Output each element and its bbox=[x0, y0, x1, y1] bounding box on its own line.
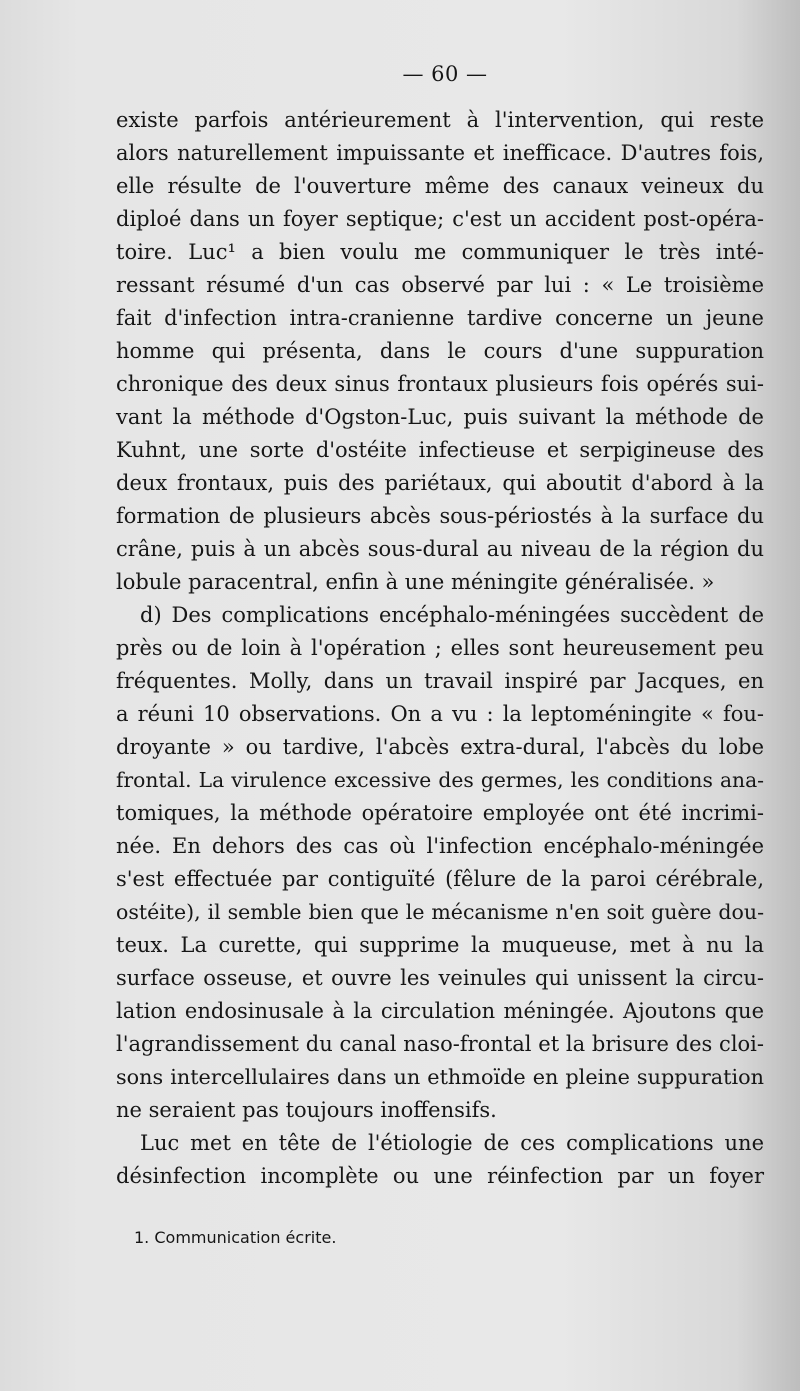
text-line: vant la méthode d'Ogston-Luc, puis suivant la méthode de bbox=[116, 405, 764, 429]
text-line: d) Des complications encéphalo-méningées succèdent de bbox=[140, 603, 764, 627]
text-line: ne seraient pas toujours inoffensifs. bbox=[116, 1098, 497, 1122]
text-line: deux frontaux, puis des pariétaux, qui aboutit d'abord à la bbox=[116, 471, 764, 495]
text-line: homme qui présenta, dans le cours d'une suppuration bbox=[116, 339, 764, 363]
text-line: près ou de loin à l'opération ; elles sont heureusement peu bbox=[116, 636, 764, 660]
text-line: droyante » ou tardive, l'abcès extra-dural, l'abcès du lobe bbox=[116, 735, 764, 759]
text-line: ressant résumé d'un cas observé par lui : « Le troisième bbox=[116, 273, 764, 297]
text-line: chronique des deux sinus frontaux plusieurs fois opérés sui- bbox=[116, 372, 764, 396]
text-line: teux. La curette, qui supprime la muqueuse, met à nu la bbox=[116, 933, 764, 957]
text-line: fait d'infection intra-cranienne tardive concerne un jeune bbox=[116, 306, 764, 330]
text-line: Kuhnt, une sorte d'ostéite infectieuse et serpigineuse des bbox=[116, 438, 764, 462]
text-line: formation de plusieurs abcès sous-périostés à la surface du bbox=[116, 504, 764, 528]
text-line: surface osseuse, et ouvre les veinules qui unissent la circu- bbox=[116, 966, 764, 990]
text-line: Luc met en tête de l'étiologie de ces complications une bbox=[140, 1131, 764, 1155]
text-line: toire. Luc¹ a bien voulu me communiquer le très inté- bbox=[116, 240, 764, 264]
text-line: diploé dans un foyer septique; c'est un accident post-opéra- bbox=[116, 207, 764, 231]
text-line: sons intercellulaires dans un ethmoïde en pleine suppuration bbox=[116, 1065, 764, 1089]
text-line: elle résulte de l'ouverture même des canaux veineux du bbox=[116, 174, 764, 198]
page-number: — 60 — bbox=[402, 62, 488, 86]
text-line: lation endosinusale à la circulation méningée. Ajoutons que bbox=[116, 999, 764, 1023]
footnote: 1. Communication écrite. bbox=[134, 1228, 337, 1247]
text-line: alors naturellement impuissante et inefficace. D'autres fois, bbox=[116, 141, 764, 165]
text-line: frontal. La virulence excessive des germes, les conditions ana- bbox=[116, 768, 764, 792]
text-line: tomiques, la méthode opératoire employée ont été incrimi- bbox=[116, 801, 764, 825]
text-line: s'est effectuée par contiguïté (fêlure de la paroi cérébrale, bbox=[116, 867, 764, 891]
text-line: fréquentes. Molly, dans un travail inspiré par Jacques, en bbox=[116, 669, 764, 693]
text-line: crâne, puis à un abcès sous-dural au niveau de la région du bbox=[116, 537, 764, 561]
text-line: désinfection incomplète ou une réinfection par un foyer bbox=[116, 1164, 764, 1188]
text-line: existe parfois antérieurement à l'intervention, qui reste bbox=[116, 108, 764, 132]
text-line: lobule paracentral, enfin à une méningite généralisée. » bbox=[116, 570, 715, 594]
text-line: née. En dehors des cas où l'infection encéphalo-méningée bbox=[116, 834, 764, 858]
text-line: l'agrandissement du canal naso-frontal et la brisure des cloi- bbox=[116, 1032, 764, 1056]
text-line: a réuni 10 observations. On a vu : la leptoméningite « fou- bbox=[116, 702, 764, 726]
text-line: ostéite), il semble bien que le mécanisme n'en soit guère dou- bbox=[116, 900, 764, 924]
body-text bbox=[116, 104, 764, 1193]
